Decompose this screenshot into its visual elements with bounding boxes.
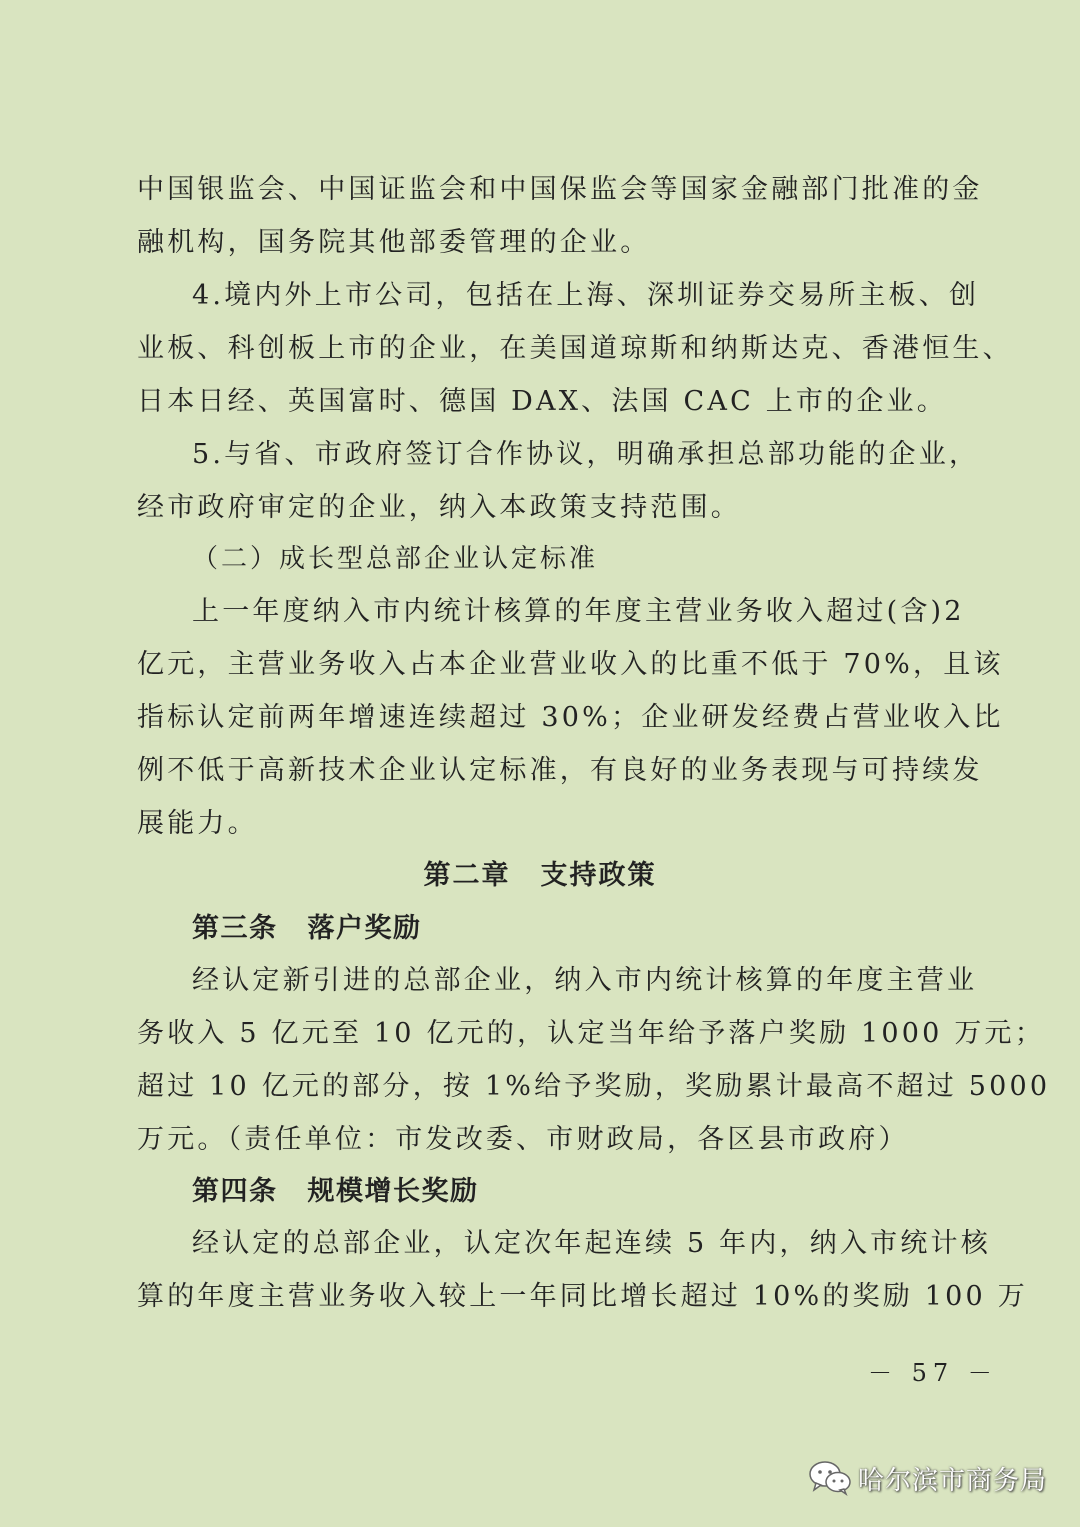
text-line: 中国银监会、中国证监会和中国保监会等国家金融部门批准的金 bbox=[137, 174, 983, 205]
article-title: 落户奖励 bbox=[307, 913, 422, 944]
watermark bbox=[808, 1458, 1047, 1498]
watermark-text: 哈尔滨市商务局 bbox=[858, 1465, 1048, 1496]
text-line: 经市政府审定的企业，纳入本政策支持范围。 bbox=[137, 492, 741, 523]
text-line: 亿元，主营业务收入占本企业营业收入的比重不低于 70%，且该 bbox=[137, 649, 1004, 680]
text-line: 经认定的总部企业，认定次年起连续 5 年内，纳入市统计核 bbox=[192, 1228, 991, 1259]
text-line: 上一年度纳入市内统计核算的年度主营业务收入超过(含)2 bbox=[192, 596, 965, 627]
text-line: 算的年度主营业务收入较上一年同比增长超过 10%的奖励 100 万 bbox=[137, 1281, 1028, 1312]
article-number: 第三条 bbox=[192, 913, 278, 944]
text-line: 业板、科创板上市的企业，在美国道琼斯和纳斯达克、香港恒生、 bbox=[137, 333, 1013, 364]
text-line: 4.境内外上市公司，包括在上海、深圳证券交易所主板、创 bbox=[192, 280, 980, 311]
text-line: 融机构，国务院其他部委管理的企业。 bbox=[137, 227, 651, 258]
article-title: 规模增长奖励 bbox=[307, 1176, 479, 1207]
article-number: 第四条 bbox=[192, 1176, 278, 1207]
text-line: 例不低于高新技术企业认定标准，有良好的业务表现与可持续发 bbox=[137, 755, 983, 786]
article-heading bbox=[192, 911, 992, 947]
page-number: － 57 － bbox=[868, 1359, 998, 1387]
text-line: 超过 10 亿元的部分，按 1%给予奖励，奖励累计最高不超过 5000 bbox=[137, 1071, 1051, 1102]
wechat-icon bbox=[808, 1460, 852, 1496]
chapter-heading bbox=[0, 858, 1080, 894]
text-line: 万元。（责任单位：市发改委、市财政局，各区县市政府） bbox=[137, 1124, 909, 1155]
text-line: 展能力。 bbox=[137, 808, 258, 839]
text-line: 5.与省、市政府签订合作协议，明确承担总部功能的企业， bbox=[192, 439, 980, 470]
chapter-title: 支持政策 bbox=[540, 860, 657, 891]
chapter-number: 第二章 bbox=[423, 860, 511, 891]
article-heading bbox=[192, 1174, 992, 1210]
text-line: 务收入 5 亿元至 10 亿元的，认定当年给予落户奖励 1000 万元； bbox=[137, 1018, 1045, 1049]
text-line: 日本日经、英国富时、德国 DAX、法国 CAC 上市的企业。 bbox=[137, 386, 947, 417]
text-line: 指标认定前两年增速连续超过 30%；企业研发经费占营业收入比 bbox=[137, 702, 1004, 733]
text-line: 经认定新引进的总部企业，纳入市内统计核算的年度主营业 bbox=[192, 965, 978, 996]
section-subheading: （二）成长型总部企业认定标准 bbox=[192, 544, 599, 574]
